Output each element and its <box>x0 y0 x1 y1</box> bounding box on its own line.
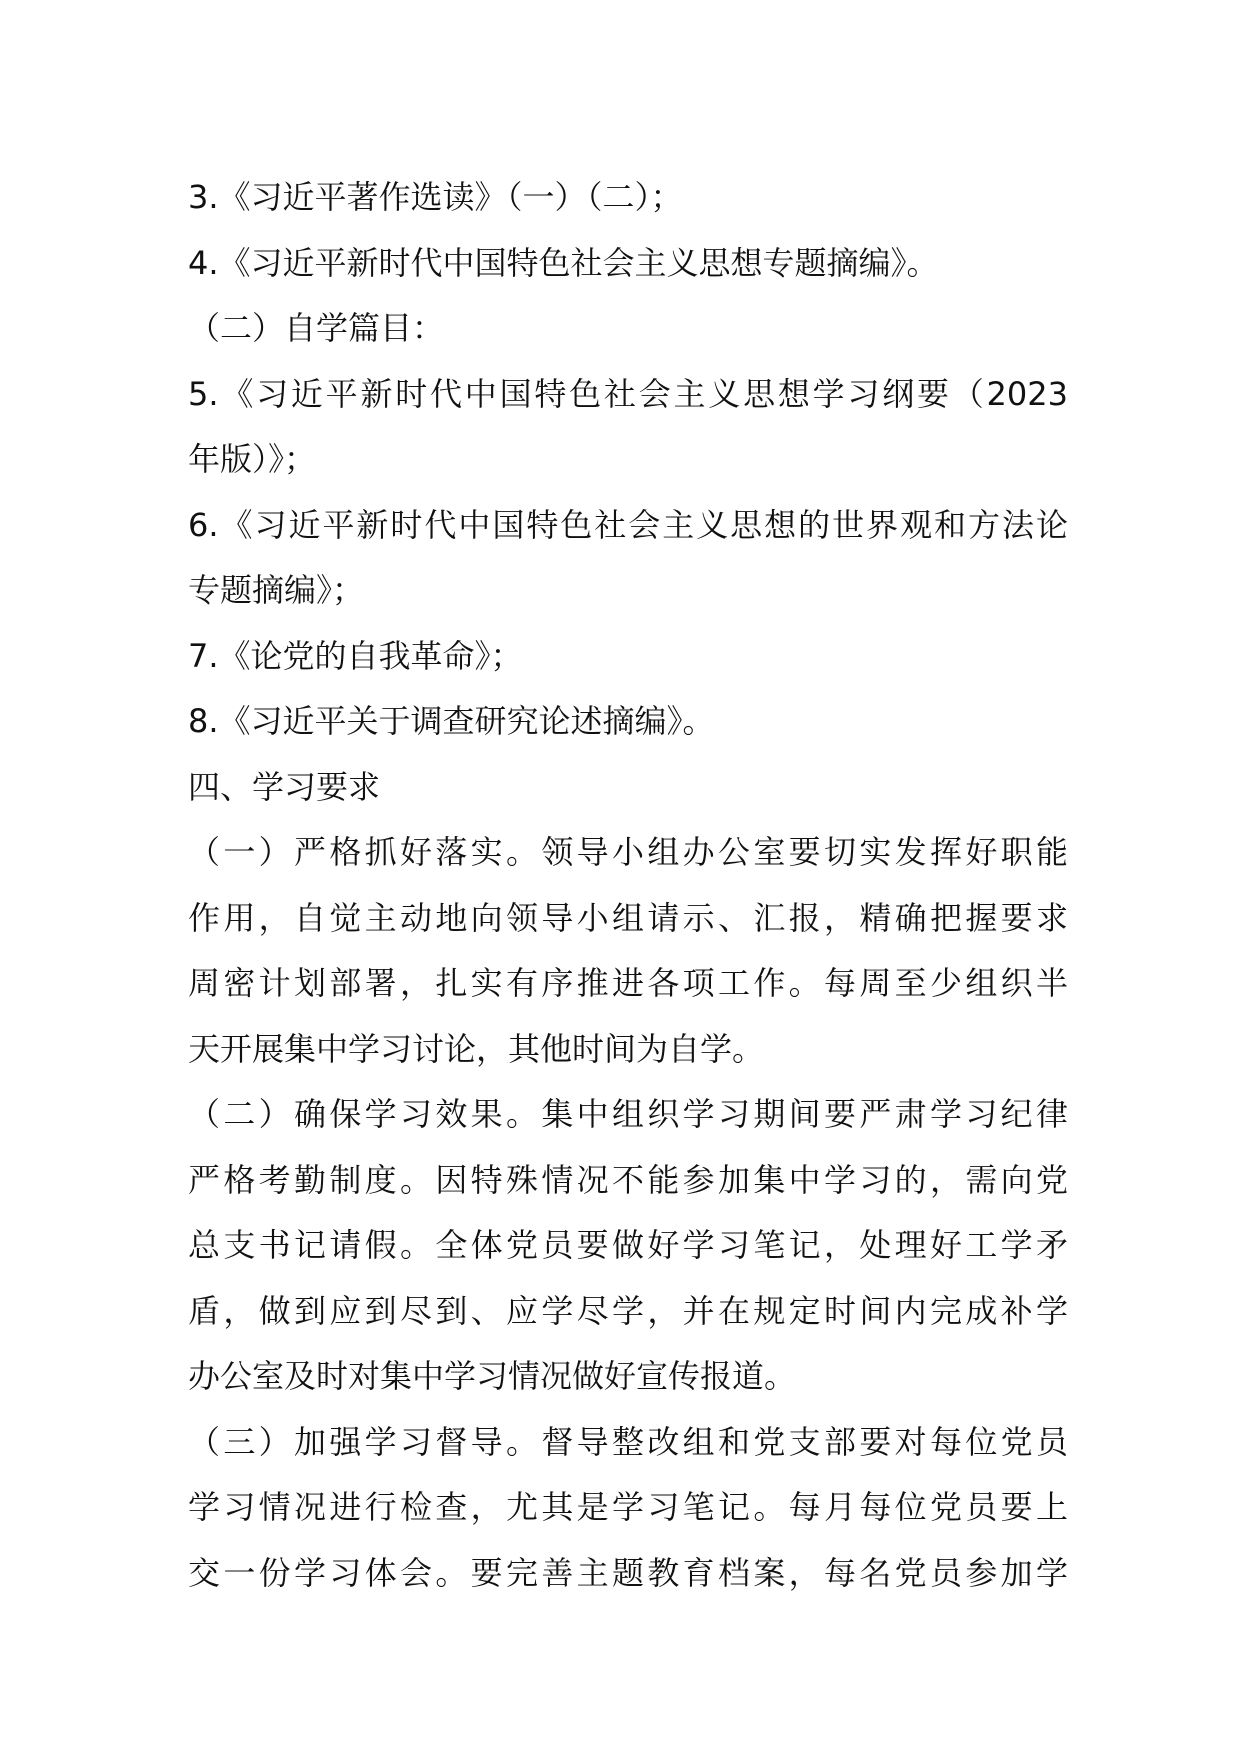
paragraph-1-line-2: 作用，自觉主动地向领导小组请示、汇报，精确把握要求 <box>188 898 1068 937</box>
paragraph-2-line-1: （二）确保学习效果。集中组织学习期间要严肃学习纪律 <box>188 1095 1068 1133</box>
paragraph-2-line-4: 盾，做到应到尽到、应学尽学，并在规定时间内完成补学 <box>188 1291 1068 1330</box>
section-heading-requirements: 四、学习要求 <box>188 767 381 806</box>
paragraph-3-line-3: 交一份学习体会。要完善主题教育档案，每名党员参加学 <box>188 1553 1068 1592</box>
document-body <box>188 165 1068 1606</box>
reading-item-7: 7.《论党的自我革命》； <box>188 636 523 675</box>
reading-item-4: 4.《习近平新时代中国特色社会主义思想专题摘编》。 <box>188 243 939 282</box>
paragraph-3-line-1: （三）加强学习督导。督导整改组和党支部要对每位党员 <box>188 1422 1068 1461</box>
paragraph-2-line-2: 严格考勤制度。因特殊情况不能参加集中学习的，需向党 <box>188 1160 1068 1199</box>
paragraph-1-line-3: 周密计划部署，扎实有序推进各项工作。每周至少组织半 <box>188 964 1068 1002</box>
paragraph-1-line-4: 天开展集中学习讨论，其他时间为自学。 <box>188 1029 765 1068</box>
paragraph-2-line-3: 总支书记请假。全体党员要做好学习笔记，处理好工学矛 <box>188 1226 1068 1264</box>
reading-item-5-line-2: 年版）》； <box>188 440 317 478</box>
paragraph-3-line-2: 学习情况进行检查，尤其是学习笔记。每月每位党员要上 <box>188 1488 1068 1526</box>
paragraph-2-line-5: 办公室及时对集中学习情况做好宣传报道。 <box>188 1357 797 1395</box>
reading-item-3: 3.《习近平著作选读》（一）（二）； <box>188 178 683 216</box>
subheading-self-study: （二）自学篇目： <box>188 309 445 347</box>
reading-item-6-line-2: 专题摘编》； <box>188 571 365 609</box>
reading-item-8: 8.《习近平关于调查研究论述摘编》。 <box>188 702 715 740</box>
paragraph-1-line-1: （一）严格抓好落实。领导小组办公室要切实发挥好职能 <box>188 833 1068 871</box>
reading-item-5-line-1: 5.《习近平新时代中国特色社会主义思想学习纲要（2023 <box>188 374 1068 413</box>
reading-item-6-line-1: 6.《习近平新时代中国特色社会主义思想的世界观和方法论 <box>188 505 1068 544</box>
